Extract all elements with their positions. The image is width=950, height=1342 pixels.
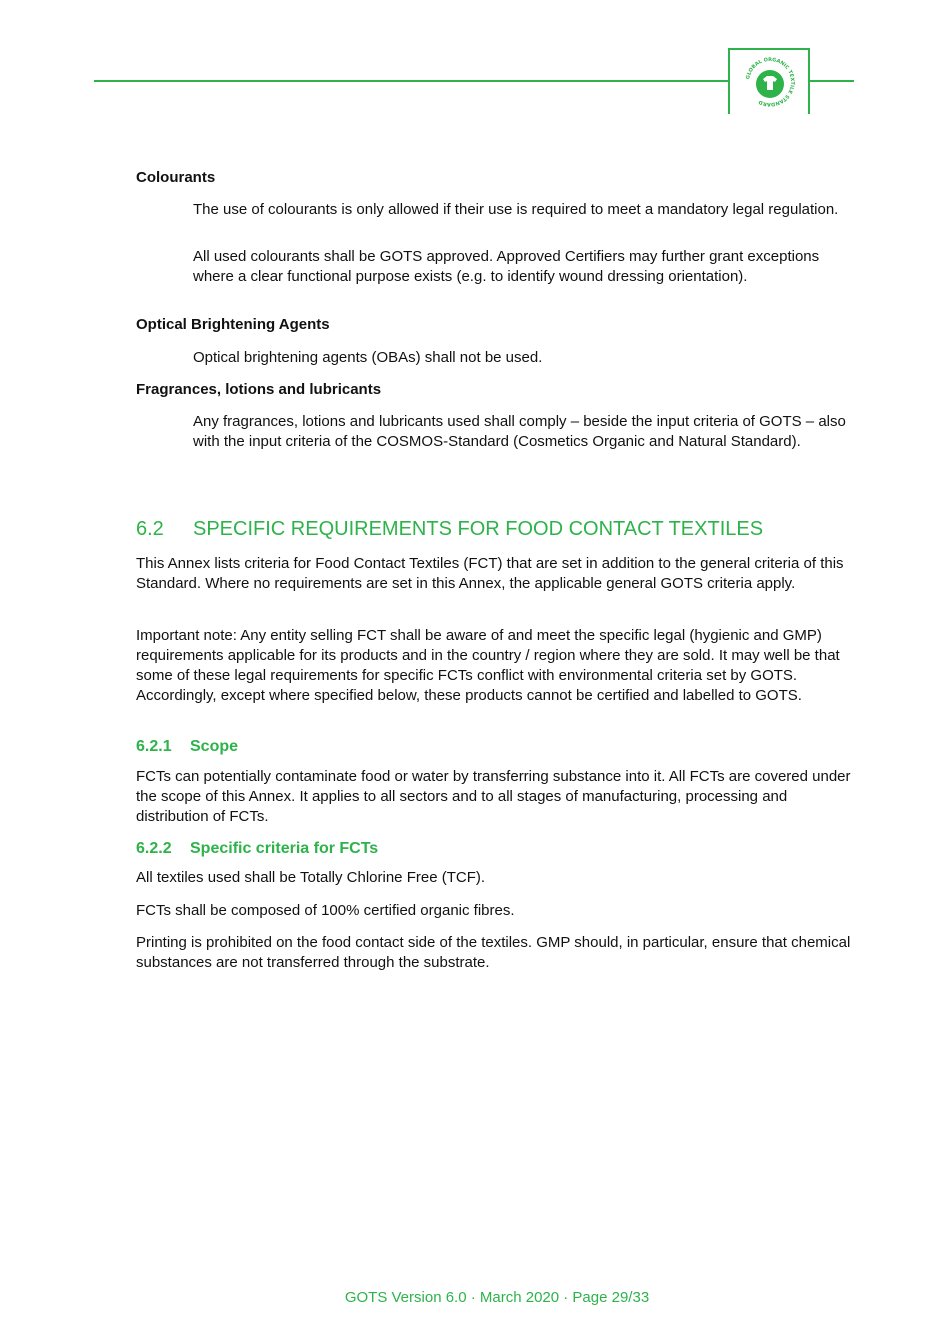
section-6-2-paragraph-2: Important note: Any entity selling FCT shall be aware of and meet the specific legal (hygienic and GMP) requirements applicable for its products and in the country / region where they are sold. It may well be that some of these legal requirements for specific FCTs conflict with environmental criteria set by GOTS. Accordingly, except where specified below, these products cannot be certified and labelled to GOTS.	[136, 627, 840, 704]
section-6-2-2-title: Specific criteria for FCTs	[190, 840, 379, 857]
section-6-2-number: 6.2	[136, 518, 164, 540]
colourants-paragraph-2: All used colourants shall be GOTS approved. Approved Certifiers may further grant exceptions where a clear functional purpose exists (e.g. to identify wound dressing orientation).	[193, 248, 820, 285]
gots-logo-frame	[728, 48, 810, 114]
header-rule-right	[810, 80, 854, 82]
section-6-2-2-heading	[136, 839, 856, 859]
oba-paragraph: Optical brightening agents (OBAs) shall not be used.	[193, 349, 543, 366]
header-rule-left	[94, 80, 730, 82]
section-6-2-2-paragraph-3: Printing is prohibited on the food contact side of the textiles. GMP should, in particular, ensure that chemical substances are not transferred through the substrate.	[136, 934, 851, 971]
section-6-2-1-heading	[136, 737, 856, 757]
section-6-2-2-paragraph-1: All textiles used shall be Totally Chlorine Free (TCF).	[136, 869, 486, 886]
page-footer: GOTS Version 6.0 · March 2020 · Page 29/33	[344, 1289, 650, 1306]
gots-logo-icon	[744, 56, 796, 108]
colourants-paragraph-1: The use of colourants is only allowed if their use is required to meet a mandatory legal regulation.	[193, 201, 839, 218]
section-6-2-paragraph-1: This Annex lists criteria for Food Contact Textiles (FCT) that are set in addition to the general criteria of this Standard. Where no requirements are set in this Annex, the applicable general GOTS criteria apply.	[136, 555, 844, 592]
section-6-2-1-title: Scope	[190, 738, 239, 755]
section-6-2-2-paragraph-2: FCTs shall be composed of 100% certified organic fibres.	[136, 902, 515, 919]
colourants-heading: Colourants	[136, 169, 216, 186]
fragrances-heading: Fragrances, lotions and lubricants	[136, 381, 382, 398]
oba-heading: Optical Brightening Agents	[136, 316, 330, 333]
section-6-2-1-number: 6.2.1	[136, 738, 172, 755]
section-6-2-heading	[136, 517, 856, 541]
section-6-2-title: SPECIFIC REQUIREMENTS FOR FOOD CONTACT TEXTILES	[193, 518, 764, 540]
section-6-2-1-paragraph: FCTs can potentially contaminate food or water by transferring substance into it. All FCTs are covered under the scope of this Annex. It applies to all sectors and to all stages of manufacturing, processing and distribution of FCTs.	[136, 768, 851, 825]
section-6-2-2-number: 6.2.2	[136, 840, 172, 857]
svg-text:GLOBAL ORGANIC TEXTILE STANDAR: GLOBAL ORGANIC TEXTILE STANDARD	[745, 56, 796, 108]
fragrances-paragraph: Any fragrances, lotions and lubricants used shall comply – beside the input criteria of GOTS – also with the input criteria of the COSMOS-Standard (Cosmetics Organic and Natural Standard).	[193, 413, 846, 450]
